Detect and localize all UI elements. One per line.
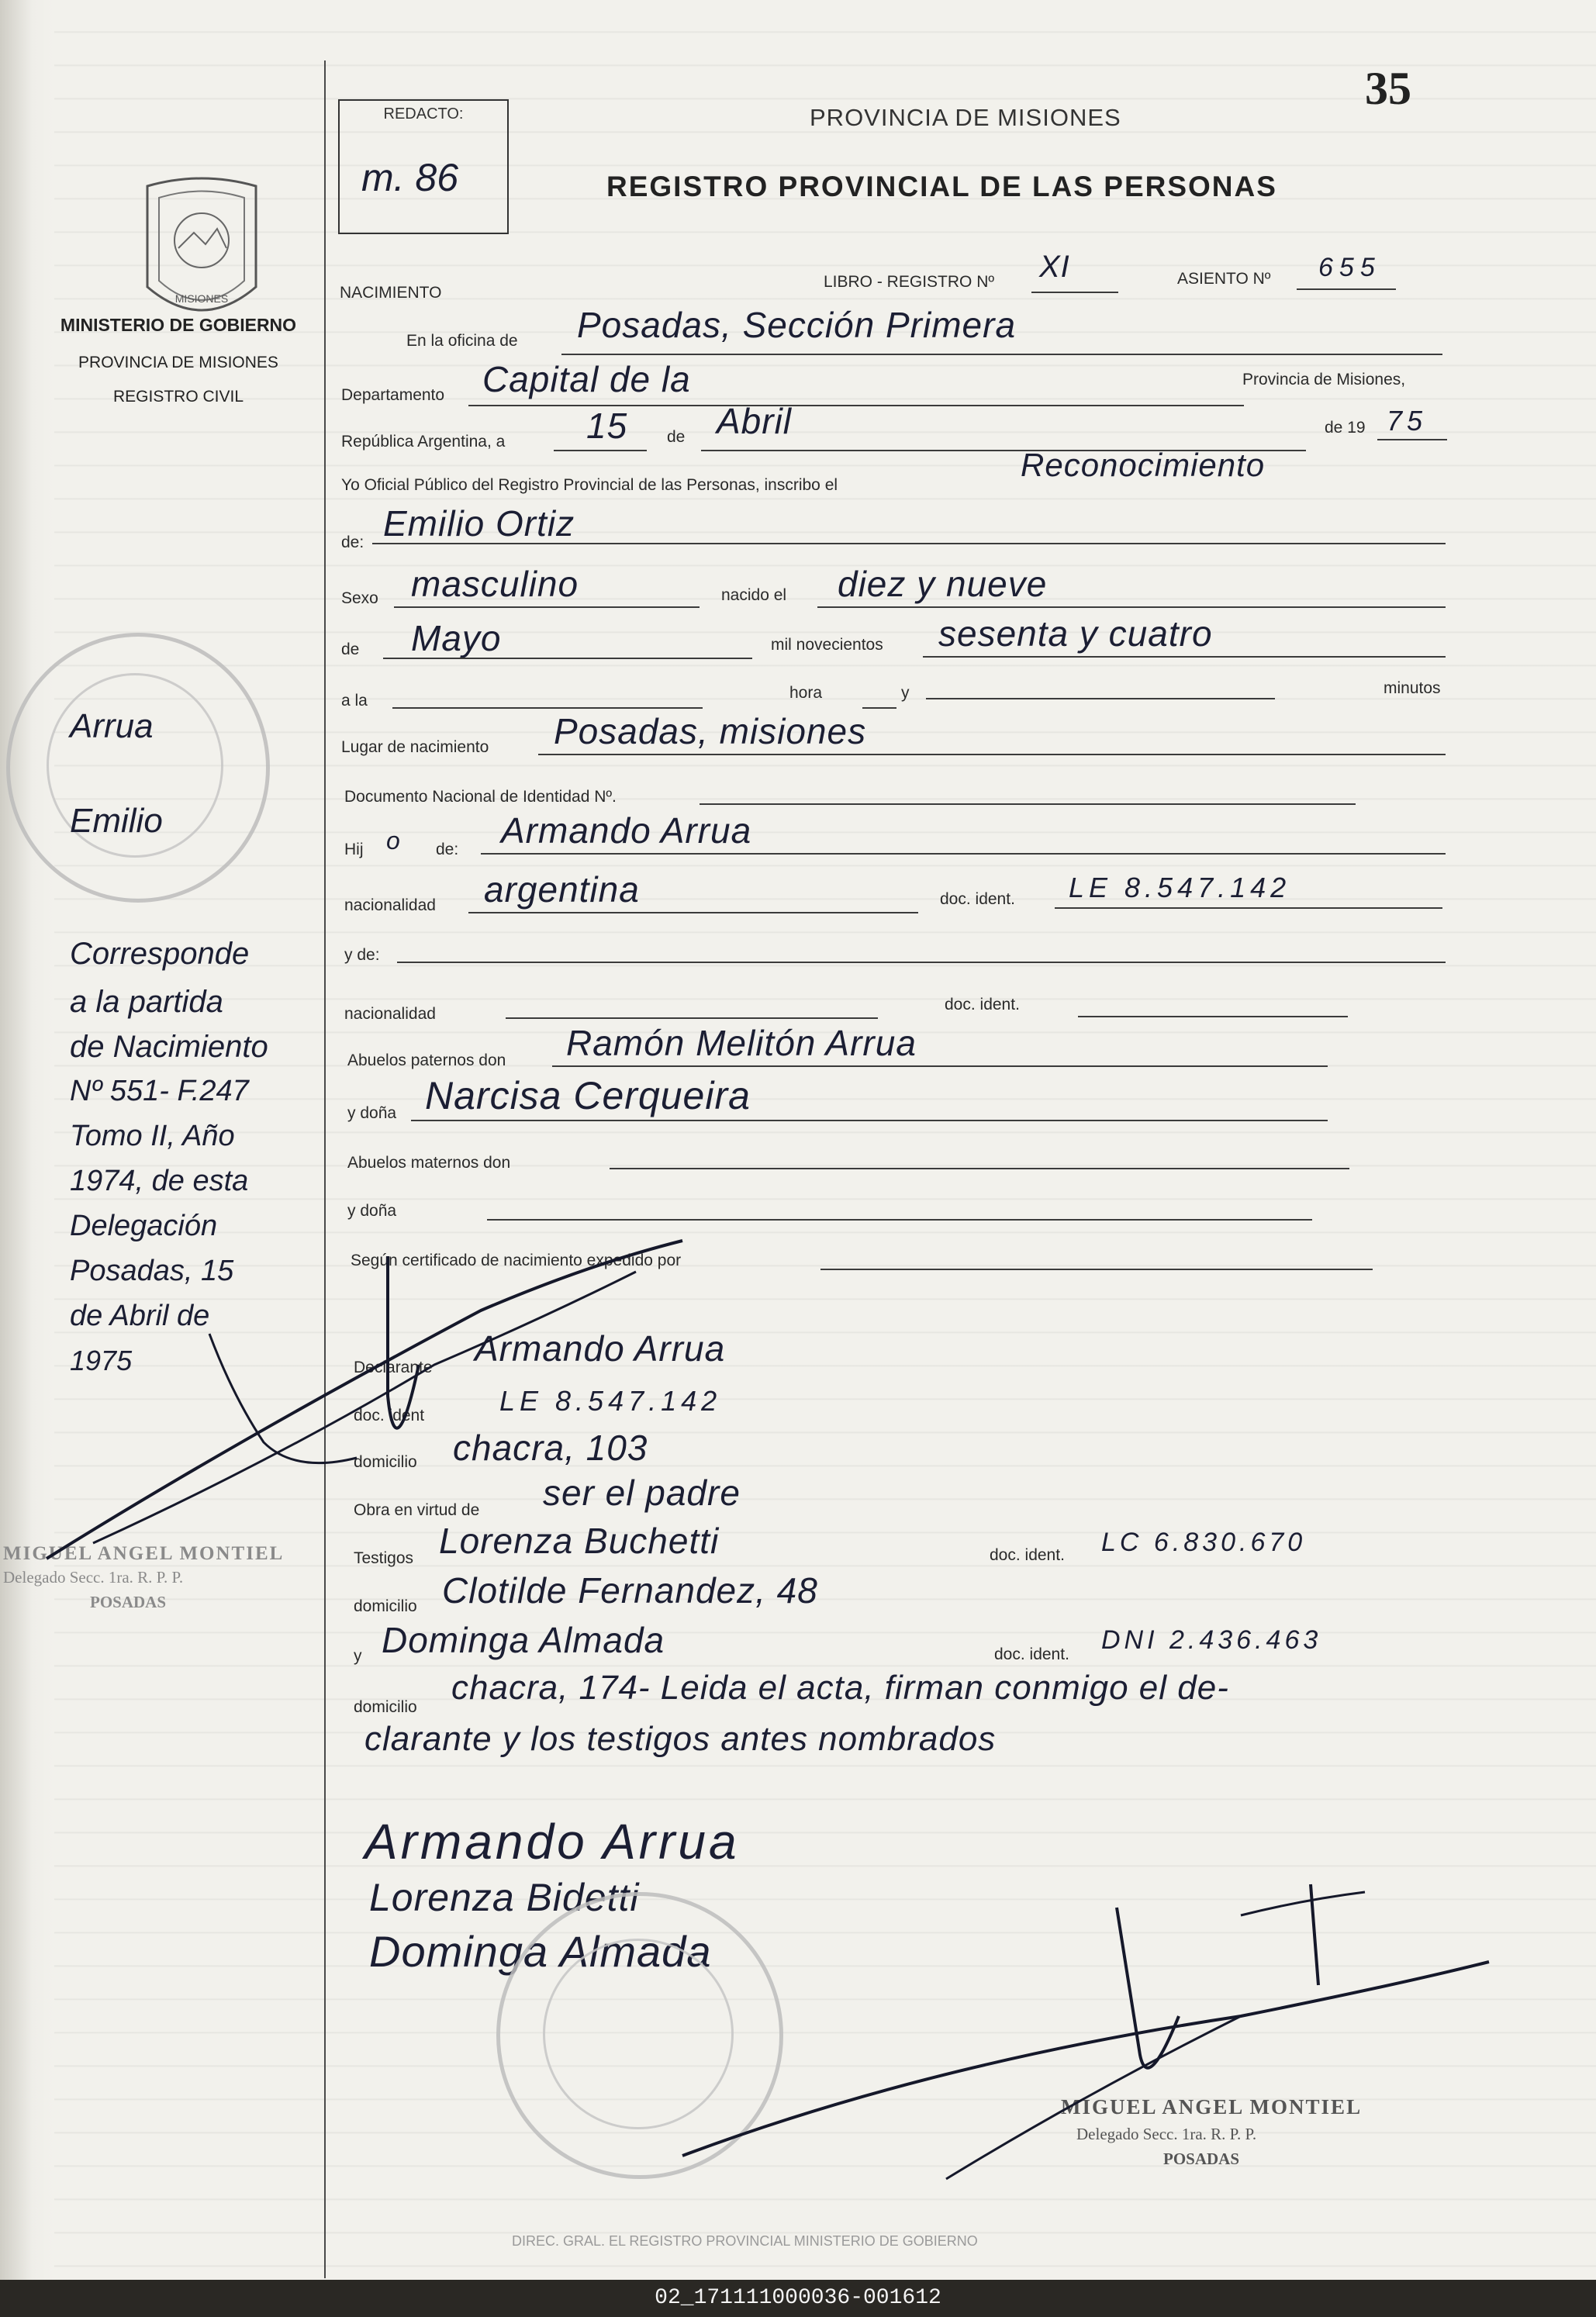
side-stamp-role: Delegado Secc. 1ra. R. P. P. [3,1568,184,1587]
lugar-label: Lugar de nacimiento [341,738,489,756]
nacimiento-label: NACIMIENTO [340,284,442,302]
nac1-value: argentina [484,869,640,910]
domicilio3-label: domicilio [354,1698,417,1716]
nombre-value: Emilio Ortiz [383,503,575,544]
dia-value: 15 [586,406,628,446]
declarante-value: Armando Arrua [475,1328,726,1369]
yde-label: y de: [344,946,380,964]
ydona2-label: y doña [347,1202,397,1220]
footer-file-id: 02_171111000036-001612 [655,2286,941,2310]
margin-note-line: Posadas, 15 [70,1255,234,1287]
oficina-label: En la oficina de [406,332,518,350]
anio-value: 75 [1387,405,1428,437]
margin-note-line: a la partida [70,985,223,1019]
margin-note-line: Tomo II, Año [70,1120,235,1152]
documento-label: Documento Nacional de Identidad Nº. [344,788,617,806]
oficial-label: Yo Oficial Público del Registro Provincial de las Personas, inscribo el [341,476,838,494]
mil-label: mil novecientos [771,636,883,654]
hijo-label-a: Hij [344,841,364,858]
libro-label: LIBRO - REGISTRO Nº [824,273,995,291]
domicilio1-label: domicilio [354,1453,417,1471]
declarante-label: Declarante [354,1359,433,1376]
closing-value: clarante y los testigos antes nombrados [364,1720,997,1758]
libro-value: XI [1039,250,1070,284]
nac1-label: nacionalidad [344,896,436,914]
docident-label: doc. ident [354,1407,425,1424]
doc1-label: doc. ident. [940,890,1015,908]
asiento-value: 655 [1318,253,1381,282]
margin-note-line: de Abril de [70,1300,210,1332]
mes-value: Abril [717,401,793,441]
margin-note-line: 1974, de esta [70,1165,249,1197]
side-stamp-place: POSADAS [90,1593,167,1611]
mil-value: sesenta y cuatro [938,613,1213,654]
abuelos-mat-label: Abuelos maternos don [347,1154,511,1172]
bottom-stamp-ring-text: DIREC. GRAL. EL REGISTRO PROVINCIAL MINISTERIO DE GOBIERNO [512,2233,978,2249]
abuelos-pat-label: Abuelos paternos don [347,1051,506,1069]
hora-label: hora [789,684,823,702]
sexo-label: Sexo [341,589,378,607]
header-registro: REGISTRO PROVINCIAL DE LAS PERSONAS [606,171,1277,202]
bottom-stamp-name: MIGUEL ANGEL MONTIEL [1061,2095,1363,2118]
doc3-value: LC 6.830.670 [1101,1528,1307,1557]
sexo-value: masculino [411,564,579,604]
doc2-label: doc. ident. [945,996,1020,1013]
sidebar-provincia: PROVINCIA DE MISIONES [78,354,278,371]
testigos-label: Testigos [354,1549,414,1567]
departamento-label: Departamento [341,386,445,404]
lugar-value: Posadas, misiones [554,711,867,751]
docident-value: LE 8.547.142 [499,1385,722,1417]
y-label: y [901,684,910,702]
margin-note-line: de Nacimiento [70,1030,268,1064]
hijo-label-b: de: [436,841,459,858]
testigo2-value: Dominga Almada [382,1620,665,1660]
mes-nac-value: Mayo [411,618,502,658]
republica-label: República Argentina, a [341,433,506,451]
margin-note-line: 1975 [70,1345,133,1376]
departamento-value: Capital de la [482,359,691,399]
doc4-label: doc. ident. [994,1645,1069,1663]
provincia-label: Provincia de Misiones, [1242,371,1406,388]
sidebar-registro-civil: REGISTRO CIVIL [112,388,244,406]
y2-label: y [354,1647,362,1665]
bottom-stamp-place: POSADAS [1163,2150,1240,2168]
margin-note-line: Arrua [70,707,154,745]
obra-label: Obra en virtud de [354,1501,480,1519]
ala-label: a la [341,692,368,710]
sidebar-ministerio: MINISTERIO DE GOBIERNO [60,315,297,335]
oficina-value: Posadas, Sección Primera [577,305,1017,345]
abuela-pat-value: Narcisa Cerqueira [425,1074,751,1117]
margin-note-line: Delegación [70,1210,218,1242]
doc1-value: LE 8.547.142 [1069,872,1291,903]
de-mes-label: de [341,641,360,658]
oficial-value: Reconocimiento [1021,447,1266,483]
segun-label: Según certificado de nacimiento expedido por [351,1252,682,1269]
doc3-label: doc. ident. [990,1546,1065,1564]
margin-note-line: Corresponde [70,937,250,971]
de-label: de [667,428,686,446]
padre-value: Armando Arrua [501,810,752,851]
domicilio3-value: chacra, 174- Leida el acta, firman conmigo el de- [451,1669,1229,1707]
asiento-label: ASIENTO Nº [1177,270,1271,288]
header-provincia: PROVINCIA DE MISIONES [810,104,1121,131]
obra-value: ser el padre [543,1473,741,1513]
de-nombre-label: de: [341,533,364,551]
nacido-value: diez y nueve [838,564,1048,604]
doc4-value: DNI 2.436.463 [1101,1625,1322,1655]
testigo1-value: Lorenza Buchetti [439,1521,720,1561]
ydona1-label: y doña [347,1104,397,1122]
margin-note-line: Nº 551- F.247 [70,1075,249,1107]
signature-testigo1: Lorenza Bidetti [369,1876,640,1919]
domicilio2-value: Clotilde Fernandez, 48 [442,1570,818,1611]
side-stamp-name: MIGUEL ANGEL MONTIEL [3,1543,285,1564]
page-number: 35 [1365,63,1411,114]
nac2-label: nacionalidad [344,1005,436,1023]
abuelo-pat-value: Ramón Melitón Arrua [566,1023,917,1063]
redacto-label: REDACTO: [383,105,464,123]
margin-note-line: Emilio [70,802,163,840]
bottom-stamp-role: Delegado Secc. 1ra. R. P. P. [1076,2125,1257,2143]
minutos-label: minutos [1384,679,1441,697]
hijo-value-o: o [386,827,401,855]
nacido-label: nacido el [721,586,787,604]
signature-declarante: Armando Arrua [364,1814,740,1870]
domicilio1-value: chacra, 103 [453,1428,648,1468]
anio-label: de 19 [1325,419,1366,437]
signature-testigo2: Dominga Almada [369,1927,712,1976]
seal-text: MISIONES [174,292,229,305]
domicilio2-label: domicilio [354,1597,417,1615]
redacto-value: m. 86 [361,156,459,199]
